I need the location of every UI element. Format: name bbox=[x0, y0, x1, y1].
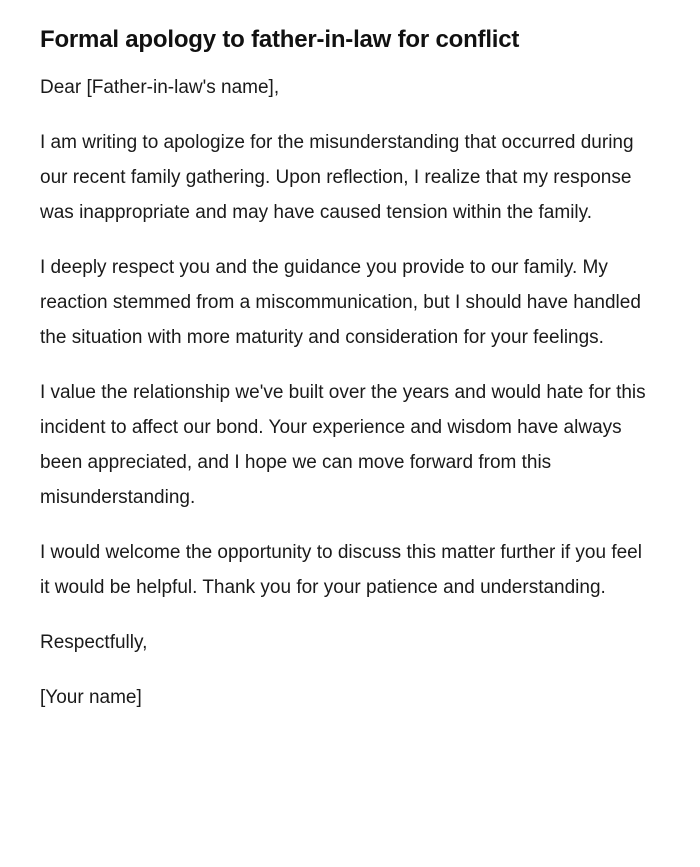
body-paragraph-4: I would welcome the opportunity to discuss this matter further if you feel it would be helpful. Thank you for your patience and understanding. bbox=[40, 542, 642, 598]
body-paragraph-2: I deeply respect you and the guidance you provide to our family. My reaction stemmed from a miscommunication, but I should have handled the situation with more maturity and consideration for your feelings. bbox=[40, 257, 641, 348]
page-title: Formal apology to father-in-law for conflict bbox=[40, 26, 520, 53]
salutation: Dear [Father-in-law's name], bbox=[40, 77, 280, 98]
signature: [Your name] bbox=[40, 687, 142, 708]
body-paragraph-3: I value the relationship we've built over the years and would hate for this incident to affect our bond. Your experience and wisdom have always been appreciated, and I hope we can move forward from this misunderstanding. bbox=[40, 382, 646, 508]
body-paragraph-1: I am writing to apologize for the misunderstanding that occurred during our recent family gathering. Upon reflection, I realize that my response was inappropriate and may have caused tension within the family. bbox=[40, 132, 634, 223]
closing: Respectfully, bbox=[40, 632, 148, 653]
